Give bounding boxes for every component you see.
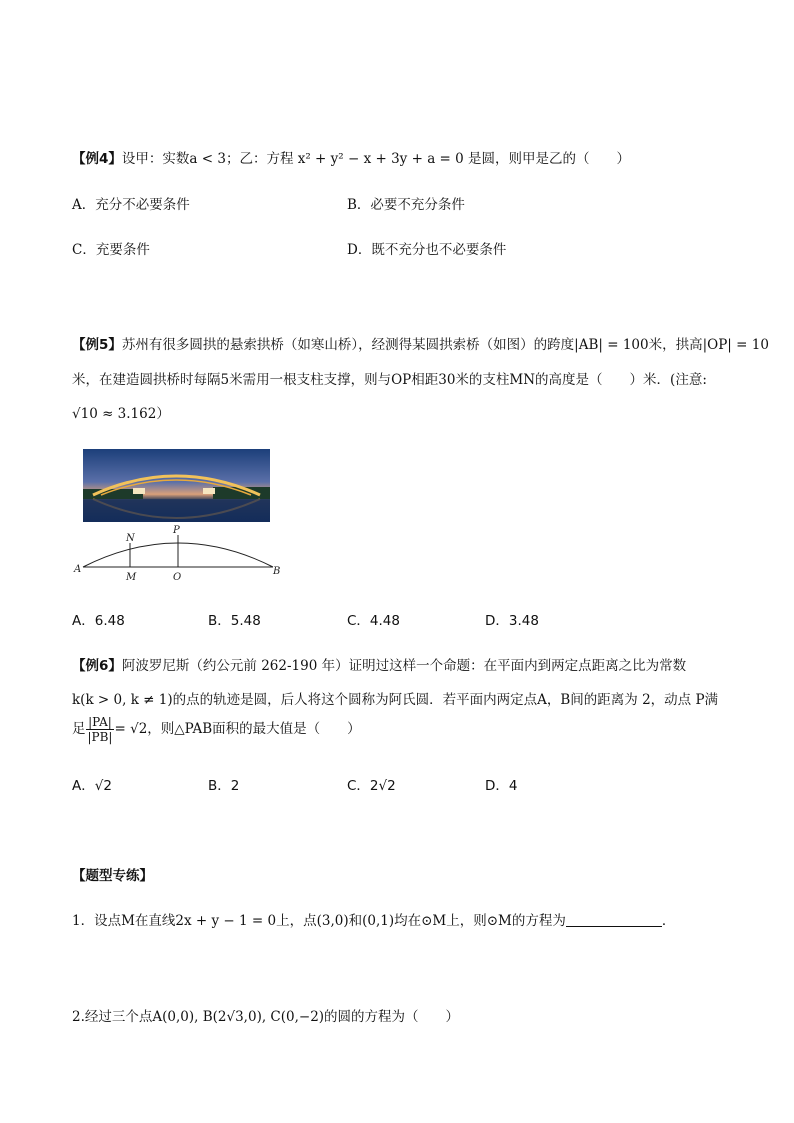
practice-question-2: 2.经过三个点A(0,0), B(2√3,0), C(0,−2)的圆的方程为（ ） xyxy=(72,1009,460,1025)
example-6-text-pre: 足 xyxy=(72,721,86,737)
example-5-option-a: A．6.48 xyxy=(72,613,125,629)
label-n: N xyxy=(126,533,135,544)
arch-diagram xyxy=(70,522,290,584)
example-6-line-2: k(k > 0, k ≠ 1)的点的轨迹是圆，后人将这个圆称为阿氏圆．若平面内两定点A，B间的距离为 2，动点 P满 xyxy=(72,692,719,708)
question-1-text: 1．设点M在直线2x + y − 1 = 0上，点(3,0)和(0,1)均在⊙M上，则⊙M的方程为 xyxy=(72,913,566,929)
example-6-option-c: C．2√2 xyxy=(347,778,396,794)
example-4-text: 设甲：实数a < 3；乙：方程 x² + y² − x + 3y + a = 0 是圆，则甲是乙的（ ） xyxy=(121,151,631,167)
ratio-fraction xyxy=(86,715,115,744)
example-6-option-d: D．4 xyxy=(485,778,518,794)
question-1-end: ． xyxy=(661,913,676,929)
example-4-option-a: A．充分不必要条件 xyxy=(72,197,190,213)
example-4-stem xyxy=(72,147,630,167)
example-5-line-2: 米，在建造圆拱桥时每隔5米需用一根支柱支撑，则与OP相距30米的支柱MN的高度是（ ）米．(注意: xyxy=(72,372,707,388)
label-m: M xyxy=(126,572,137,583)
example-4-option-d: D．既不充分也不必要条件 xyxy=(347,242,507,258)
example-6-option-a: A．√2 xyxy=(72,778,112,794)
example-4-option-c: C．充要条件 xyxy=(72,242,150,258)
example-5-option-d: D．3.48 xyxy=(485,613,539,629)
example-4-tag: 【例4】 xyxy=(72,151,122,167)
example-5-line-1 xyxy=(72,333,769,353)
example-6-text-post: = √2，则△PAB面积的最大值是（ ） xyxy=(114,721,361,737)
label-o: O xyxy=(173,572,182,583)
example-5-option-c: C．4.48 xyxy=(347,613,400,629)
example-6-option-b: B．2 xyxy=(208,778,240,794)
example-6-text-1: 阿波罗尼斯（约公元前 262-190 年）证明过这样一个命题：在平面内到两定点距离之比为常数 xyxy=(121,658,687,674)
fraction-denominator: |PB| xyxy=(87,730,113,744)
practice-section-title: 【题型专练】 xyxy=(72,868,153,884)
label-b: B xyxy=(273,566,281,577)
example-4-option-b: B．必要不充分条件 xyxy=(347,197,465,213)
example-5-line-3: √10 ≈ 3.162） xyxy=(72,406,170,422)
fraction-numerator: |PA| xyxy=(86,715,115,730)
practice-question-1 xyxy=(72,909,675,929)
label-p: P xyxy=(173,525,180,536)
example-6-line-3 xyxy=(72,715,361,744)
bridge-photo xyxy=(83,449,270,522)
example-6-tag: 【例6】 xyxy=(72,658,122,674)
example-5-tag: 【例5】 xyxy=(72,337,122,353)
example-5-option-b: B．5.48 xyxy=(208,613,261,629)
answer-blank[interactable] xyxy=(566,912,662,927)
example-6-line-1 xyxy=(72,654,686,674)
example-5-text-1: 苏州有很多圆拱的悬索拱桥（如寒山桥），经测得某圆拱索桥（如图）的跨度|AB| = 100米，拱高|OP| = 10 xyxy=(121,337,769,353)
label-a: A xyxy=(74,564,82,575)
